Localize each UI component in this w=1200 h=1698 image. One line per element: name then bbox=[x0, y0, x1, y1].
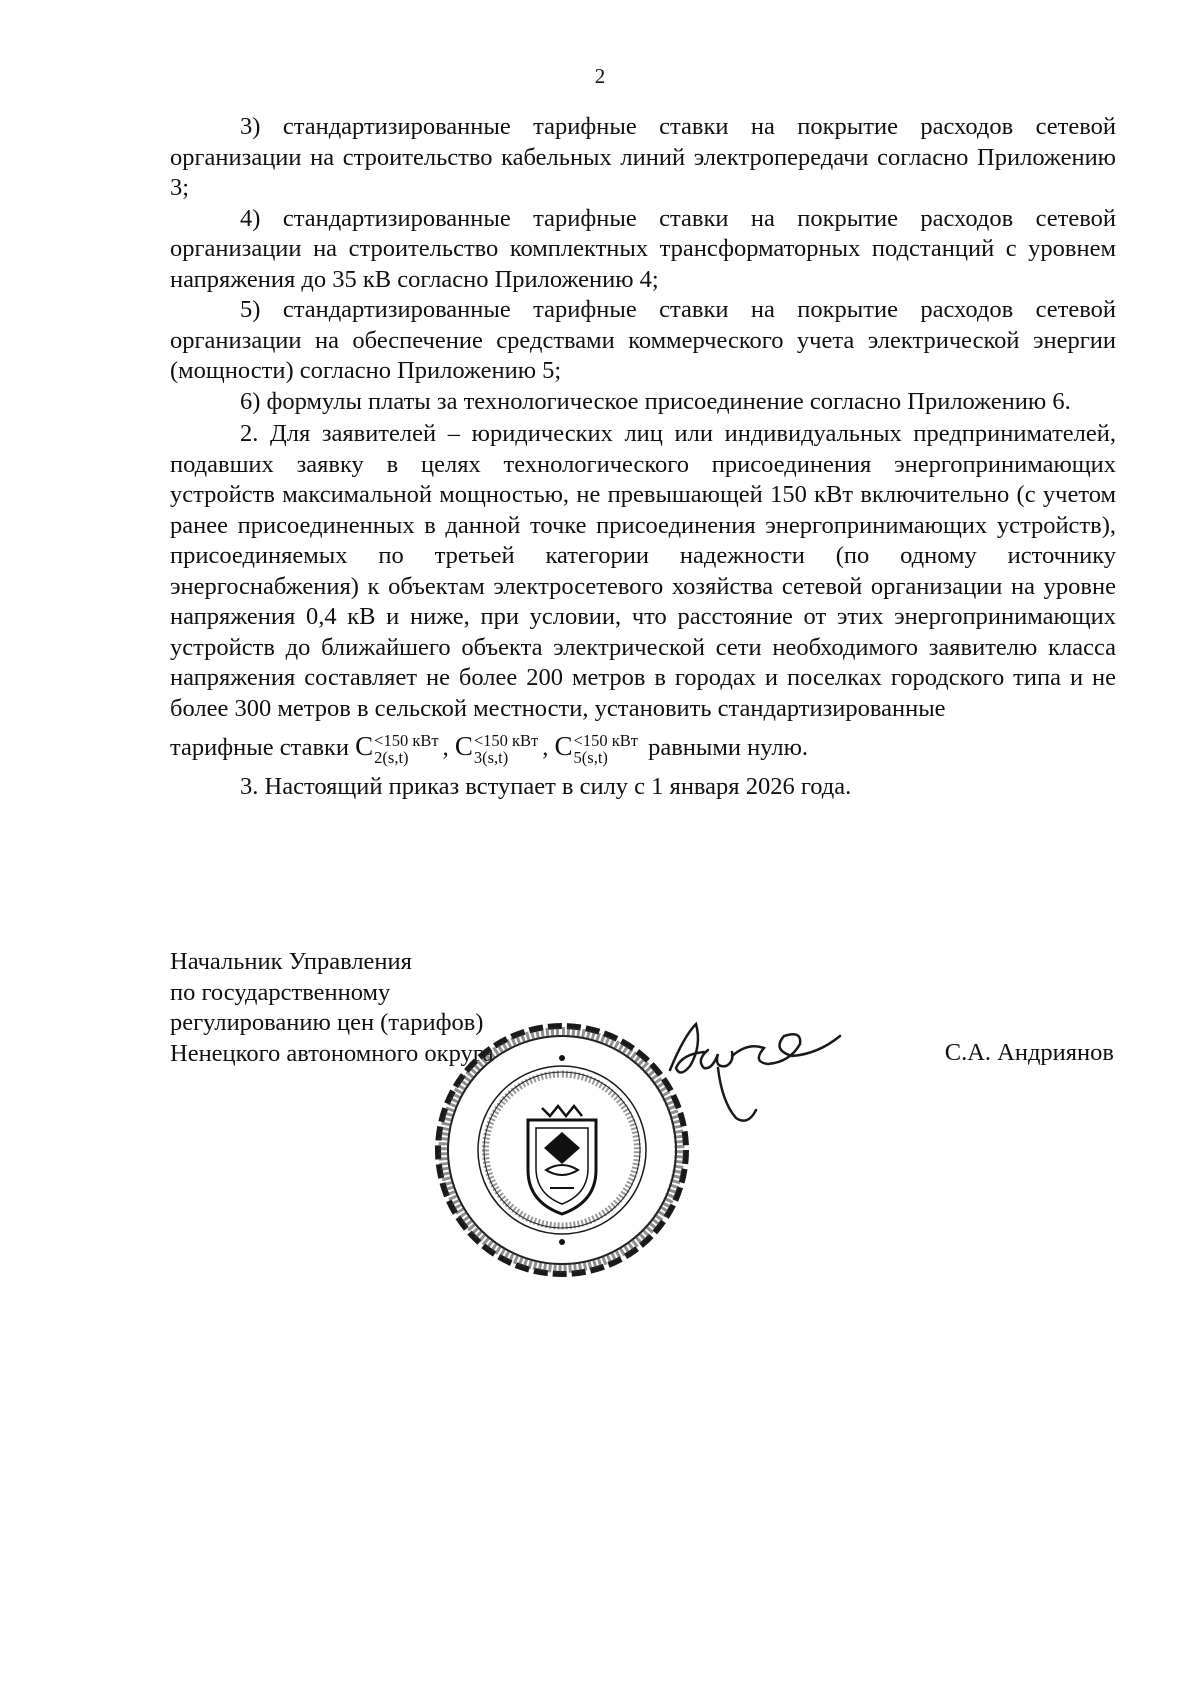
symbol-subscript: 2(s,t) bbox=[374, 748, 409, 768]
signature-title-line: Ненецкого автономного округа bbox=[170, 1039, 494, 1067]
paragraph-clause-3: 3. Настоящий приказ вступает в силу с 1 января 2026 года. bbox=[240, 773, 852, 800]
paragraph-clause-2: 2. Для заявителей – юридических лиц или индивидуальных предпринимателей, подавших заявку в целях технологического присоединения энергопринимающих устройств максимальной мощностью, не превышающей 150 кВт включительно (с учетом ранее присоединенных в данной точке присоединения энергопринимающих устройств), присоединяемых по третьей категории надежности (по одному источнику энергоснабжения) к объектам электросетевого хозяйства сетевой организации на уровне напряжения 0,4 кВ и ниже, при условии, что расстояние от этих энергопринимающих устройств до ближайшего объекта электрической сети необходимого заявителю класса напряжения составляет не более 200 метров в городах и поселках городского типа и не более 300 метров в сельской местности, установить стандартизированные bbox=[170, 420, 1116, 722]
symbol-superscript: <150 кВт bbox=[473, 731, 539, 751]
signatory-name: С.А. Андриянов bbox=[944, 1039, 1114, 1066]
paragraph-item-3: 3) стандартизированные тарифные ставки на покрытие расходов сетевой организации на строительство кабельных линий электропередачи согласно Приложению 3; bbox=[170, 113, 1116, 201]
formula-suffix: равными нулю. bbox=[641, 734, 809, 761]
tariff-symbol-c2 bbox=[355, 726, 442, 768]
signature-title-line: по государственному bbox=[170, 978, 391, 1006]
formula-separator: , bbox=[442, 734, 455, 761]
paragraph-item-4: 4) стандартизированные тарифные ставки на покрытие расходов сетевой организации на строительство комплектных трансформаторных подстанций с уровнем напряжения до 35 кВ согласно Приложению 4; bbox=[170, 204, 1116, 293]
handwritten-signature bbox=[652, 1006, 852, 1156]
symbol-base: C bbox=[355, 731, 374, 761]
coat-of-arms-icon bbox=[528, 1106, 596, 1214]
symbol-base: C bbox=[454, 731, 473, 761]
signature-title-line: регулированию цен (тарифов) bbox=[170, 1009, 484, 1036]
symbol-subscript: 5(s,t) bbox=[573, 748, 608, 768]
formula-prefix: тарифные ставки bbox=[170, 734, 356, 761]
page-number: 2 bbox=[594, 64, 606, 88]
formula-line bbox=[170, 726, 1116, 768]
paragraph-item-5: 5) стандартизированные тарифные ставки на покрытие расходов сетевой организации на обеспечение средствами коммерческого учета электрической энергии (мощности) согласно Приложению 5; bbox=[170, 296, 1116, 384]
tariff-symbol-c3 bbox=[455, 726, 542, 768]
tariff-symbol-c5 bbox=[555, 726, 642, 768]
symbol-base: C bbox=[554, 731, 573, 761]
symbol-superscript: <150 кВт bbox=[374, 731, 439, 751]
symbol-superscript: <150 кВт bbox=[573, 731, 638, 751]
signature-title-line: Начальник Управления bbox=[170, 948, 412, 975]
formula-separator: , bbox=[542, 734, 555, 761]
symbol-subscript: 3(s,t) bbox=[473, 748, 509, 768]
document-body bbox=[170, 112, 1116, 803]
paragraph-item-6: 6) формулы платы за технологическое присоединение согласно Приложению 6. bbox=[240, 387, 1071, 415]
